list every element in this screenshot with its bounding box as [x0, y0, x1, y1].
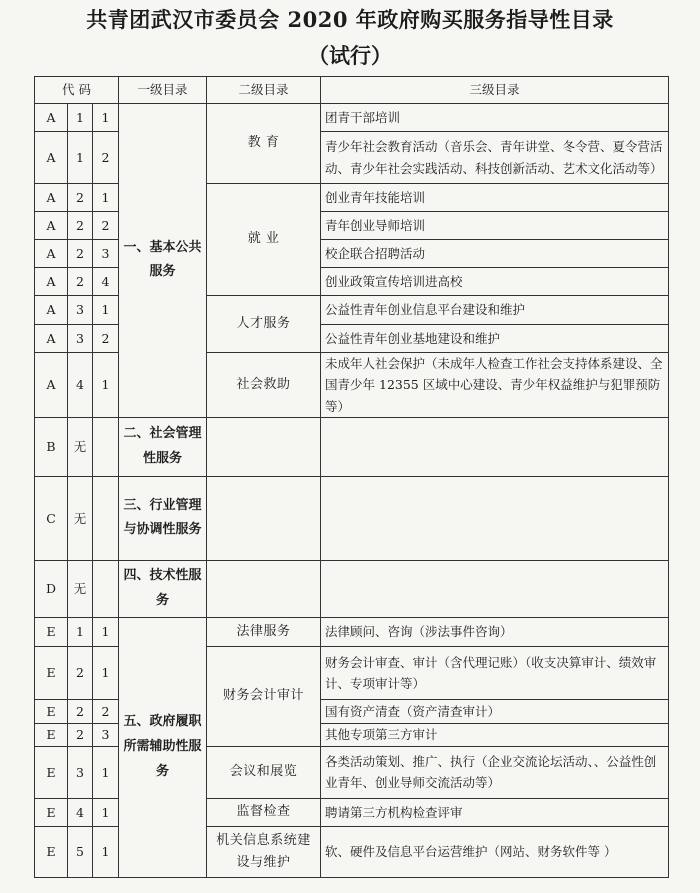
- code-a: D: [35, 560, 68, 617]
- code-c: 1: [93, 646, 119, 699]
- level3-cell: 团青干部培训: [321, 104, 669, 132]
- code-b: 2: [68, 699, 93, 723]
- col-header-code: 代 码: [35, 77, 119, 104]
- table-header-row: [35, 77, 669, 104]
- code-b: 4: [68, 798, 93, 826]
- code-c: 3: [93, 240, 119, 268]
- level3-cell: 青少年社会教育活动（音乐会、青年讲堂、冬令营、夏令营活动、青少年社会实践活动、科技创新活动、艺术文化活动等）: [321, 132, 669, 184]
- level3-cell: 软、硬件及信息平台运营维护（网站、财务软件等 ）: [321, 826, 669, 877]
- level3-cell: [321, 417, 669, 476]
- level2-cell: 人才服务: [207, 296, 321, 353]
- code-b: 3: [68, 296, 93, 325]
- level3-cell: 聘请第三方机构检查评审: [321, 798, 669, 826]
- level2-cell: 会议和展览: [207, 746, 321, 798]
- level3-cell: 青年创业导师培训: [321, 212, 669, 240]
- table-row: [35, 617, 669, 646]
- code-c: 2: [93, 212, 119, 240]
- code-a: E: [35, 798, 68, 826]
- code-a: A: [35, 104, 68, 132]
- table-row: [35, 476, 669, 560]
- level3-cell: 国有资产清查（资产清查审计）: [321, 699, 669, 723]
- code-b: 2: [68, 184, 93, 212]
- level2-cell-empty: [207, 560, 321, 617]
- level3-cell: 公益性青年创业信息平台建设和维护: [321, 296, 669, 325]
- code-b: 无: [68, 560, 93, 617]
- code-a: A: [35, 268, 68, 296]
- code-b: 1: [68, 617, 93, 646]
- code-b: 1: [68, 132, 93, 184]
- code-a: E: [35, 617, 68, 646]
- col-header-level1: 一级目录: [119, 77, 207, 104]
- code-b: 无: [68, 476, 93, 560]
- code-a: A: [35, 132, 68, 184]
- code-c: 1: [93, 184, 119, 212]
- code-c: 1: [93, 746, 119, 798]
- col-header-level3: 三级目录: [321, 77, 669, 104]
- level1-cell-a: 一、基本公共服务: [119, 104, 207, 418]
- code-c: 2: [93, 699, 119, 723]
- table-row: [35, 104, 669, 132]
- code-c: 1: [93, 296, 119, 325]
- col-header-level2: 二级目录: [207, 77, 321, 104]
- level2-cell: 财务会计审计: [207, 646, 321, 746]
- code-b: 2: [68, 268, 93, 296]
- code-a: A: [35, 325, 68, 353]
- level3-cell: 其他专项第三方审计: [321, 723, 669, 746]
- code-c: 1: [93, 104, 119, 132]
- level3-cell: 法律顾问、咨询（涉法事件咨询）: [321, 617, 669, 646]
- level3-cell: 未成年人社会保护（未成年人检查工作社会支持体系建设、全国青少年 12355 区域中心建设、青少年权益维护与犯罪预防等）: [321, 353, 669, 418]
- code-c: 1: [93, 617, 119, 646]
- code-b: 2: [68, 646, 93, 699]
- page-subtitle: （试行）: [308, 43, 392, 68]
- code-c: 4: [93, 268, 119, 296]
- code-a: A: [35, 296, 68, 325]
- code-b: 5: [68, 826, 93, 877]
- code-b: 1: [68, 104, 93, 132]
- code-c: 1: [93, 353, 119, 418]
- code-c: 3: [93, 723, 119, 746]
- level2-cell: 机关信息系统建设与维护: [207, 826, 321, 877]
- level3-cell: [321, 560, 669, 617]
- level2-cell: 法律服务: [207, 617, 321, 646]
- code-b: 2: [68, 212, 93, 240]
- code-c: 2: [93, 132, 119, 184]
- level2-cell: 教 育: [207, 104, 321, 184]
- level3-cell: 创业青年技能培训: [321, 184, 669, 212]
- table-row: [35, 417, 669, 476]
- level2-cell: 社会救助: [207, 353, 321, 418]
- code-a: E: [35, 699, 68, 723]
- code-c: [93, 417, 119, 476]
- code-a: A: [35, 353, 68, 418]
- level3-cell: [321, 476, 669, 560]
- level3-cell: 公益性青年创业基地建设和维护: [321, 325, 669, 353]
- code-c: 1: [93, 826, 119, 877]
- code-a: E: [35, 646, 68, 699]
- code-c: 2: [93, 325, 119, 353]
- level3-cell: 校企联合招聘活动: [321, 240, 669, 268]
- code-a: E: [35, 723, 68, 746]
- code-b: 3: [68, 746, 93, 798]
- level1-cell-c: 三、行业管理与协调性服务: [119, 476, 207, 560]
- code-a: E: [35, 746, 68, 798]
- code-b: 4: [68, 353, 93, 418]
- level3-cell: 财务会计审查、审计（含代理记账）（收支决算审计、绩效审计、专项审计等）: [321, 646, 669, 699]
- code-b: 2: [68, 240, 93, 268]
- code-b: 无: [68, 417, 93, 476]
- code-a: A: [35, 240, 68, 268]
- level1-cell-e: 五、政府履职所需辅助性服务: [119, 617, 207, 877]
- code-a: B: [35, 417, 68, 476]
- level3-cell: 各类活动策划、推广、执行（企业交流论坛活动、、公益性创业青年、创业导师交流活动等）: [321, 746, 669, 798]
- code-c: [93, 560, 119, 617]
- code-a: A: [35, 184, 68, 212]
- catalog-table: [34, 76, 669, 878]
- code-b: 2: [68, 723, 93, 746]
- level2-cell: 监督检查: [207, 798, 321, 826]
- level1-cell-b: 二、社会管理性服务: [119, 417, 207, 476]
- table-row: [35, 560, 669, 617]
- level2-cell-empty: [207, 417, 321, 476]
- code-c: 1: [93, 798, 119, 826]
- level2-cell-empty: [207, 476, 321, 560]
- code-a: E: [35, 826, 68, 877]
- code-a: A: [35, 212, 68, 240]
- level2-cell: 就 业: [207, 184, 321, 296]
- code-a: C: [35, 476, 68, 560]
- code-b: 3: [68, 325, 93, 353]
- level1-cell-d: 四、技术性服务: [119, 560, 207, 617]
- level3-cell: 创业政策宣传培训进高校: [321, 268, 669, 296]
- code-c: [93, 476, 119, 560]
- page-title: 共青团武汉市委员会 2020 年政府购买服务指导性目录: [86, 7, 614, 32]
